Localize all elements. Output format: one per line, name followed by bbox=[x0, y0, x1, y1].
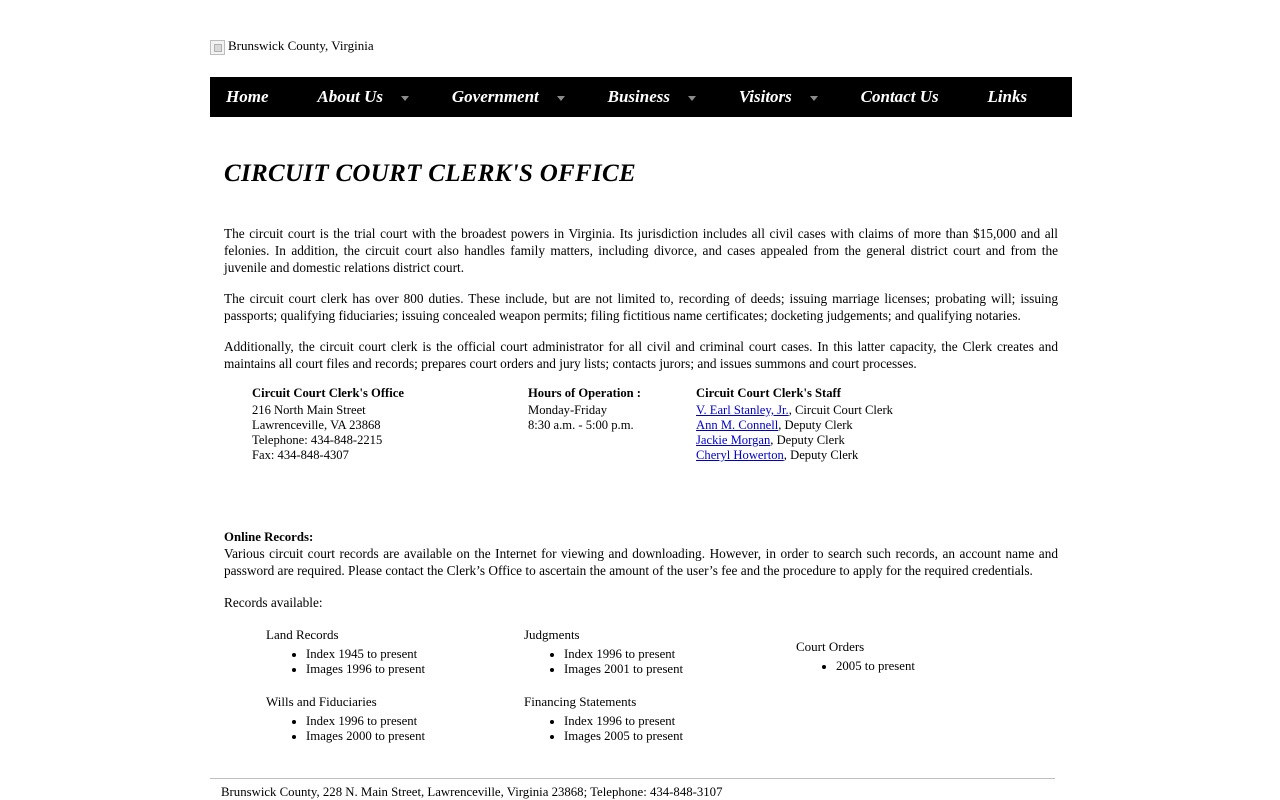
staff-link[interactable]: V. Earl Stanley, Jr. bbox=[696, 403, 789, 418]
chevron-down-icon bbox=[401, 96, 409, 101]
staff-column bbox=[696, 386, 1076, 463]
nav-item-home[interactable] bbox=[216, 77, 279, 117]
nav-label-visitors: Visitors bbox=[738, 87, 792, 106]
staff-link[interactable]: Jackie Morgan bbox=[696, 433, 771, 448]
list-item: • Index 1996 to present bbox=[564, 714, 754, 729]
nav-item-contact-us[interactable] bbox=[851, 77, 949, 117]
staff-row bbox=[696, 403, 1076, 418]
records-column-3 bbox=[796, 639, 1026, 674]
nav-item-about-us[interactable] bbox=[307, 77, 413, 117]
paragraph-2: The circuit court clerk has over 800 duties. These include, but are not limited to, recording of deeds; issuing marriage licenses; probating will; issuing passports; qualifying fiduciaries; issuing concealed weapon permits; filing fictitious name certificates; docketing judgements; and qualifying notaries. bbox=[224, 291, 1058, 324]
office-telephone: Telephone: 434-848-2215 bbox=[252, 433, 383, 448]
nav-item-links[interactable] bbox=[977, 77, 1037, 117]
hours-days: Monday-Friday bbox=[528, 403, 608, 418]
list-item: • Index 1996 to present bbox=[306, 714, 496, 729]
page-title: CIRCUIT COURT CLERK'S OFFICE bbox=[224, 160, 636, 187]
nav-item-business[interactable] bbox=[598, 77, 700, 117]
footer-text: Brunswick County, 228 N. Main Street, Lawrenceville, Virginia 23868; Telephone: 434-848-3107 bbox=[221, 785, 723, 799]
list-item: • Images 2000 to present bbox=[306, 729, 496, 744]
hours-heading: Hours of Operation : bbox=[528, 386, 641, 401]
nav-label-home: Home bbox=[226, 87, 269, 106]
staff-title: , Deputy Clerk bbox=[778, 418, 853, 433]
hours-times: 8:30 a.m. - 5:00 p.m. bbox=[528, 418, 634, 433]
office-heading: Circuit Court Clerk's Office bbox=[252, 386, 404, 401]
list-item: • Index 1945 to present bbox=[306, 647, 496, 662]
paragraph-1: The circuit court is the trial court with the broadest powers in Virginia. Its jurisdiction includes all civil cases with claims of more than $15,000 and all felonies. In addition, the circuit court also handles family matters, including divorce, and cases appealed from the general district court and from the juvenile and domestic relations district court. bbox=[224, 226, 1058, 276]
list-item: • Images 2001 to present bbox=[564, 662, 754, 677]
nav-label-contact-us: Contact Us bbox=[860, 87, 939, 106]
online-records-heading: Online Records: bbox=[224, 530, 314, 545]
records-group-title: Financing Statements bbox=[524, 694, 637, 710]
staff-row bbox=[696, 448, 1076, 463]
staff-title: , Circuit Court Clerk bbox=[788, 403, 893, 418]
main-navigation[interactable] bbox=[210, 77, 1072, 117]
online-records-block bbox=[224, 530, 1058, 579]
records-group-title: Court Orders bbox=[796, 639, 865, 655]
chevron-down-icon bbox=[810, 96, 818, 101]
nav-label-business: Business bbox=[607, 87, 671, 106]
list-item: • Index 1996 to present bbox=[564, 647, 754, 662]
records-group-title: Land Records bbox=[266, 627, 339, 643]
chevron-down-icon bbox=[557, 96, 565, 101]
staff-row bbox=[696, 418, 1076, 433]
records-column-2 bbox=[524, 627, 754, 744]
nav-item-visitors[interactable] bbox=[729, 77, 822, 117]
paragraph-3: Additionally, the circuit court clerk is the official court administrator for all civil and criminal court cases. In this latter capacity, the Clerk creates and maintains all court files and records; prepares court orders and jury lists; contacts jurors; and issues summons and court processes. bbox=[224, 339, 1058, 372]
records-list bbox=[546, 647, 754, 677]
records-group-title: Judgments bbox=[524, 627, 580, 643]
content-wrapper bbox=[210, 0, 1072, 757]
office-fax: Fax: 434-848-4307 bbox=[252, 448, 349, 463]
staff-link[interactable]: Ann M. Connell bbox=[696, 418, 779, 433]
records-list bbox=[818, 659, 1026, 674]
office-address-line: 216 North Main Street bbox=[252, 403, 366, 418]
chevron-down-icon bbox=[688, 96, 696, 101]
staff-title: , Deputy Clerk bbox=[783, 448, 859, 463]
office-info-row bbox=[252, 386, 1072, 472]
office-address-line: Lawrenceville, VA 23868 bbox=[252, 418, 381, 433]
list-item: • 2005 to present bbox=[836, 659, 1026, 674]
records-list bbox=[288, 647, 496, 677]
records-columns bbox=[224, 627, 1072, 757]
office-column bbox=[252, 386, 472, 463]
intro-paragraphs bbox=[224, 225, 1058, 372]
nav-label-government: Government bbox=[451, 87, 539, 106]
records-column-1 bbox=[266, 627, 496, 744]
staff-link[interactable]: Cheryl Howerton bbox=[696, 448, 784, 463]
staff-heading: Circuit Court Clerk's Staff bbox=[696, 386, 841, 401]
staff-row bbox=[696, 433, 1076, 448]
nav-label-about-us: About Us bbox=[317, 87, 384, 106]
broken-image-icon bbox=[210, 40, 225, 55]
banner-alt-text: Brunswick County, Virginia bbox=[228, 38, 374, 53]
records-group-title: Wills and Fiduciaries bbox=[266, 694, 377, 710]
list-item: • Images 1996 to present bbox=[306, 662, 496, 677]
online-records-text: Various circuit court records are available on the Internet for viewing and downloading. However, in order to search such records, an account name and password are required. Please contact the Clerk’s Office to ascertain the amount of the user’s fee and the procedure to apply for the required credentials. bbox=[224, 546, 1058, 579]
records-list bbox=[546, 714, 754, 744]
footer-divider bbox=[210, 778, 1055, 779]
nav-label-links: Links bbox=[987, 87, 1028, 106]
list-item: • Images 2005 to present bbox=[564, 729, 754, 744]
records-list bbox=[288, 714, 496, 744]
hours-column bbox=[528, 386, 678, 433]
staff-title: , Deputy Clerk bbox=[770, 433, 845, 448]
nav-item-government[interactable] bbox=[442, 77, 569, 117]
site-banner bbox=[210, 38, 1072, 66]
records-available-label: Records available: bbox=[224, 595, 323, 611]
